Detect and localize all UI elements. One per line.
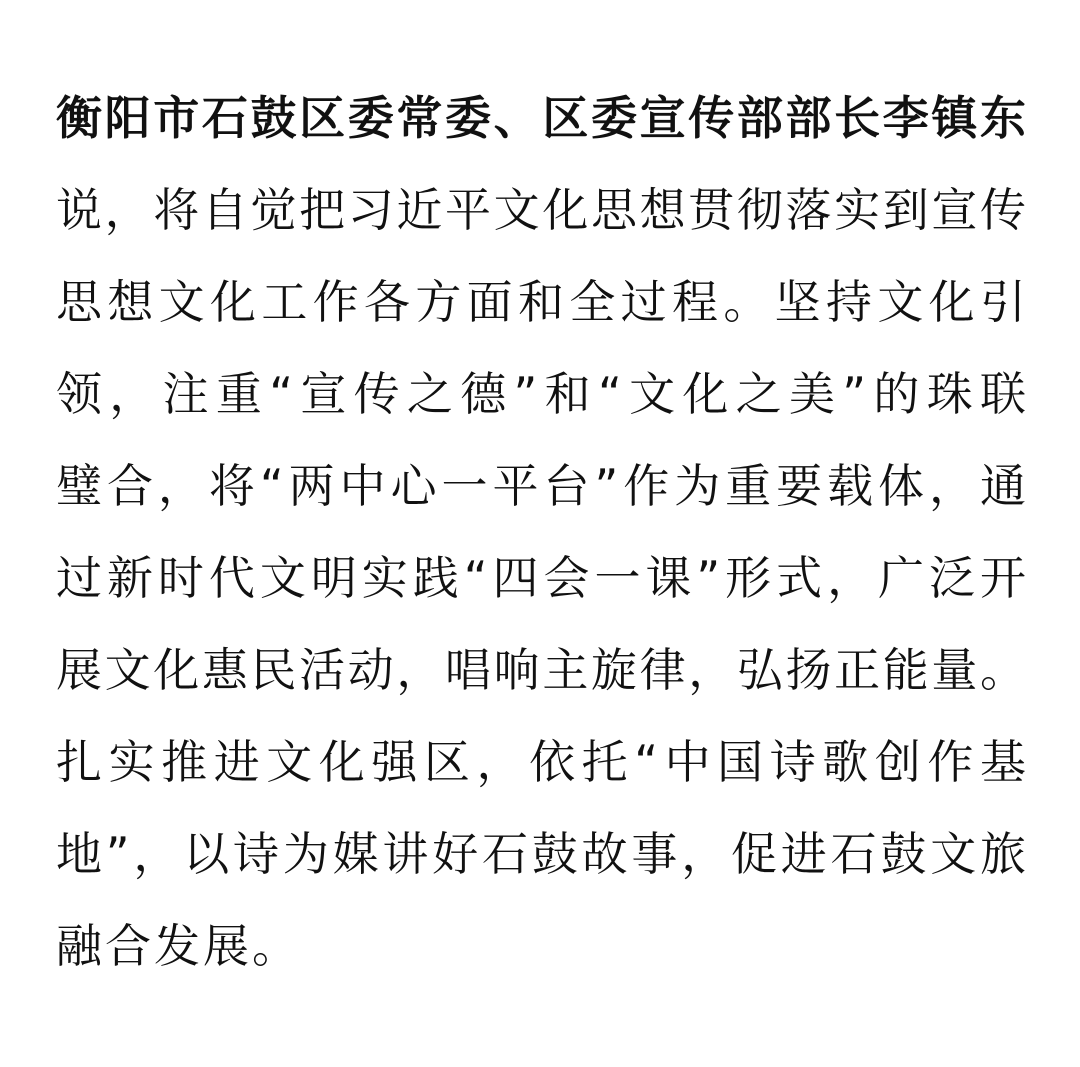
article-body	[56, 72, 1026, 992]
article-line: 过新时代文明实践“四会一课”形式，广泛开	[56, 551, 1026, 605]
article-line: 扎实推进文化强区，依托“中国诗歌创作基	[56, 735, 1026, 789]
article-line: 领，注重“宣传之德”和“文化之美”的珠联	[56, 367, 1026, 421]
article-line-last: 融合发展。	[56, 919, 301, 973]
article-line: 说，将自觉把习近平文化思想贯彻落实到宣传	[56, 183, 1026, 237]
article-line-lead-bold: 衡阳市石鼓区委常委、区委宣传部部长李镇东	[56, 91, 1026, 145]
article-line: 地”，以诗为媒讲好石鼓故事，促进石鼓文旅	[56, 827, 1026, 881]
article-line: 展文化惠民活动，唱响主旋律，弘扬正能量。	[56, 643, 1026, 697]
article-line: 思想文化工作各方面和全过程。坚持文化引	[56, 275, 1026, 329]
article-line: 璧合，将“两中心一平台”作为重要载体，通	[56, 459, 1026, 513]
